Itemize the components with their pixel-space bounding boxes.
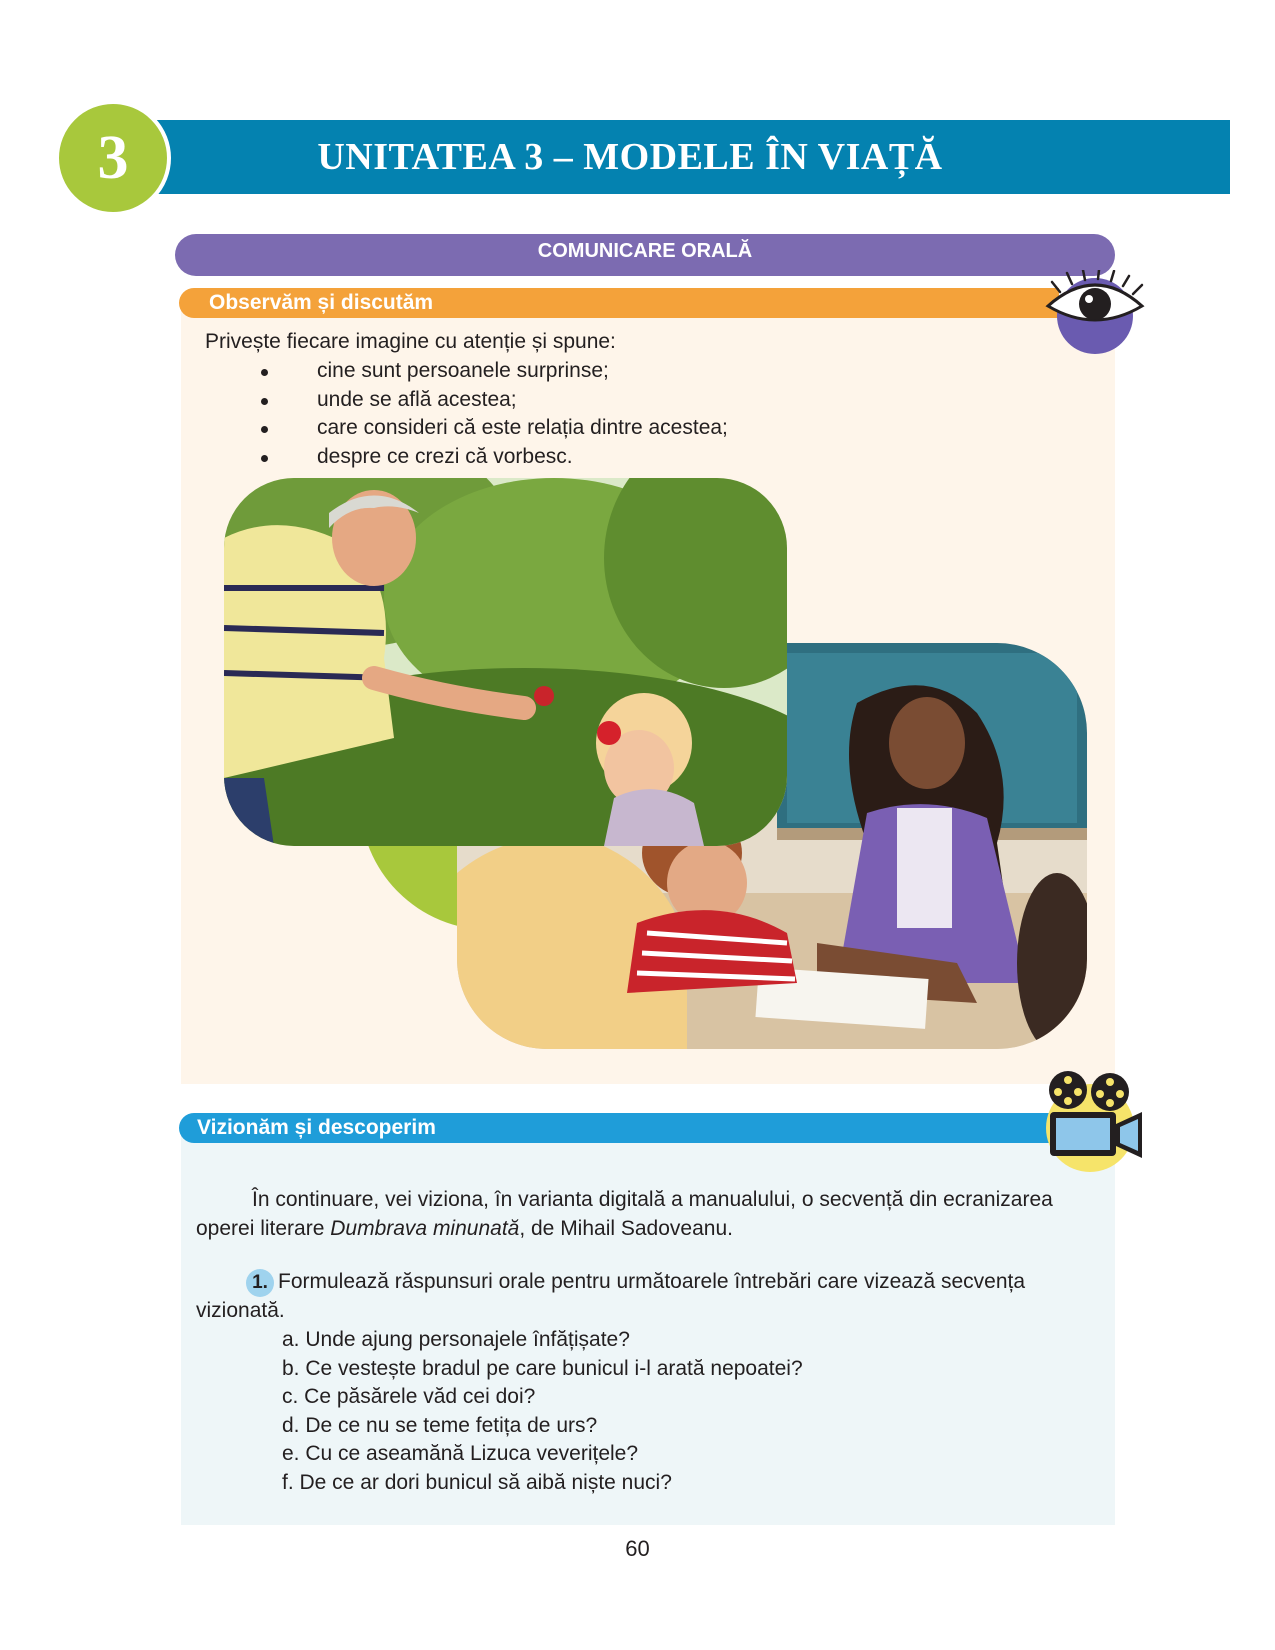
list-item: c. Ce păsărele văd cei doi? <box>282 1385 536 1408</box>
list-item: f. De ce ar dori bunicul să aibă niște nuci? <box>282 1470 672 1494</box>
task-number-badge: 1. <box>246 1269 274 1297</box>
photo-grandfather-girl <box>224 478 787 846</box>
watch-intro <box>196 1186 1096 1243</box>
observe-bullet-list <box>205 357 965 471</box>
watch-intro-part-1: În continuare, vei viziona, în varianta digitală a manualului, o secvență din ecranizarea operei literare <box>196 1188 1053 1240</box>
watch-intro-part-2: , de Mihail Sadoveanu. <box>519 1216 733 1240</box>
observe-heading: Observăm și discutăm <box>209 291 434 314</box>
task-text: Formulează răspunsuri orale pentru următoarele întrebări care vizează secvența vizionată. <box>196 1270 1026 1322</box>
list-item: e. Cu ce aseamănă Lizuca veverițele? <box>282 1442 639 1465</box>
watch-heading: Vizionăm și descoperim <box>197 1116 436 1139</box>
watch-heading-bar <box>179 1113 1059 1143</box>
page-number: 60 <box>625 1536 650 1561</box>
list-item: a. Unde ajung personajele înfățișate? <box>282 1328 630 1351</box>
question-list <box>196 1326 1096 1497</box>
list-item: cine sunt persoanele surprinse; <box>205 357 965 386</box>
observe-heading-bar <box>179 288 1059 318</box>
list-item: unde se află acestea; <box>205 386 965 415</box>
film-camera-icon <box>1030 1068 1150 1173</box>
list-item: despre ce crezi că vorbesc. <box>205 443 965 472</box>
list-item: d. De ce nu se teme fetița de urs? <box>282 1413 598 1437</box>
unit-number-badge: 3 <box>55 100 171 216</box>
observe-intro: Privește fiecare imagine cu atenție și spune: <box>205 330 616 353</box>
task-1 <box>196 1268 1096 1326</box>
eye-icon <box>1040 270 1150 362</box>
list-item: b. Ce vestește bradul pe care bunicul i-l arată nepoatei? <box>282 1356 803 1380</box>
unit-title: UNITATEA 3 – MODELE ÎN VIAȚĂ <box>317 136 943 178</box>
section-title: COMUNICARE ORALĂ <box>175 234 1115 276</box>
list-item: care consideri că este relația dintre acestea; <box>205 414 965 443</box>
work-title: Dumbrava minunată <box>330 1216 520 1240</box>
